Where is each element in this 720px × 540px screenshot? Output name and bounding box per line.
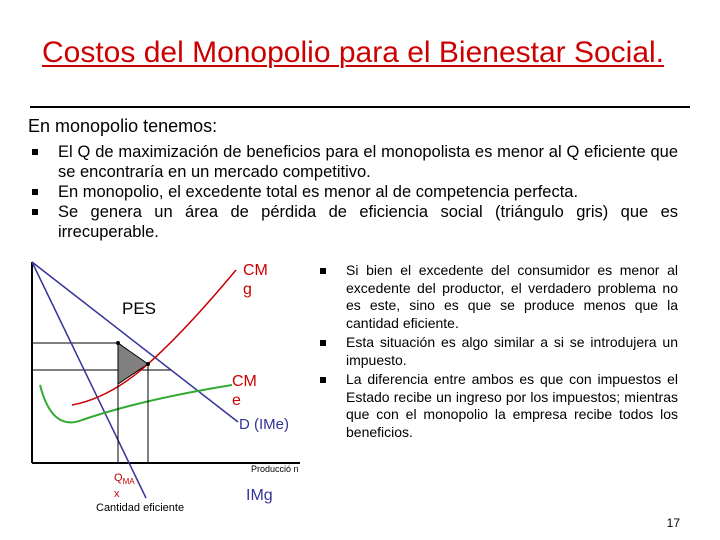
- production-axis-label: Producció n: [251, 464, 299, 474]
- average-cost-curve: [40, 385, 232, 422]
- side-bullet-list: [318, 262, 678, 443]
- side-bullet-item: Esta situación es algo similar a si se introdujera un impuesto.: [318, 334, 678, 369]
- monopoly-point-marker: [116, 341, 120, 345]
- bullet-item: El Q de maximización de beneficios para el monopolista es menor al Q eficiente que se encontraría en un mercado competitivo.: [30, 142, 678, 182]
- cmg-label: CM g: [243, 262, 268, 298]
- marginal-revenue-label: IMg: [246, 487, 273, 504]
- cme-label: CM e: [232, 373, 257, 409]
- slide-title: Costos del Monopolio para el Bienestar Social.: [42, 36, 665, 69]
- bullet-item: En monopolio, el excedente total es menor al de competencia perfecta.: [30, 182, 678, 202]
- bullet-square-icon: [320, 377, 326, 383]
- marginal-cost-curve: [72, 270, 236, 405]
- page-number: 17: [666, 516, 680, 530]
- bullet-item: Se genera un área de pérdida de eficiencia social (triángulo gris) que es irrecuperable.: [30, 202, 678, 242]
- efficient-point-marker: [146, 362, 150, 366]
- bullet-square-icon: [320, 340, 326, 346]
- pes-label: PES: [122, 299, 157, 318]
- efficient-quantity-label: Cantidad eficiente: [96, 502, 185, 514]
- qmax-label: $Q_{MA}$ x: [114, 472, 135, 501]
- side-bullet-item: La diferencia entre ambos es que con impuestos el Estado recibe un ingreso por los impuestos; mientras que con el monopolio la empresa recibe todos los beneficios.: [318, 371, 678, 441]
- side-bullet-item: Si bien el excedente del consumidor es menor al excedente del productor, el verdadero problema no es este, sino es que se produce menos que la cantidad eficiente.: [318, 262, 678, 332]
- demand-curve: [32, 262, 238, 422]
- bullet-square-icon: [320, 268, 326, 274]
- demand-label: D (IMe): [239, 416, 289, 433]
- intro-text: En monopolio tenemos:: [28, 116, 218, 136]
